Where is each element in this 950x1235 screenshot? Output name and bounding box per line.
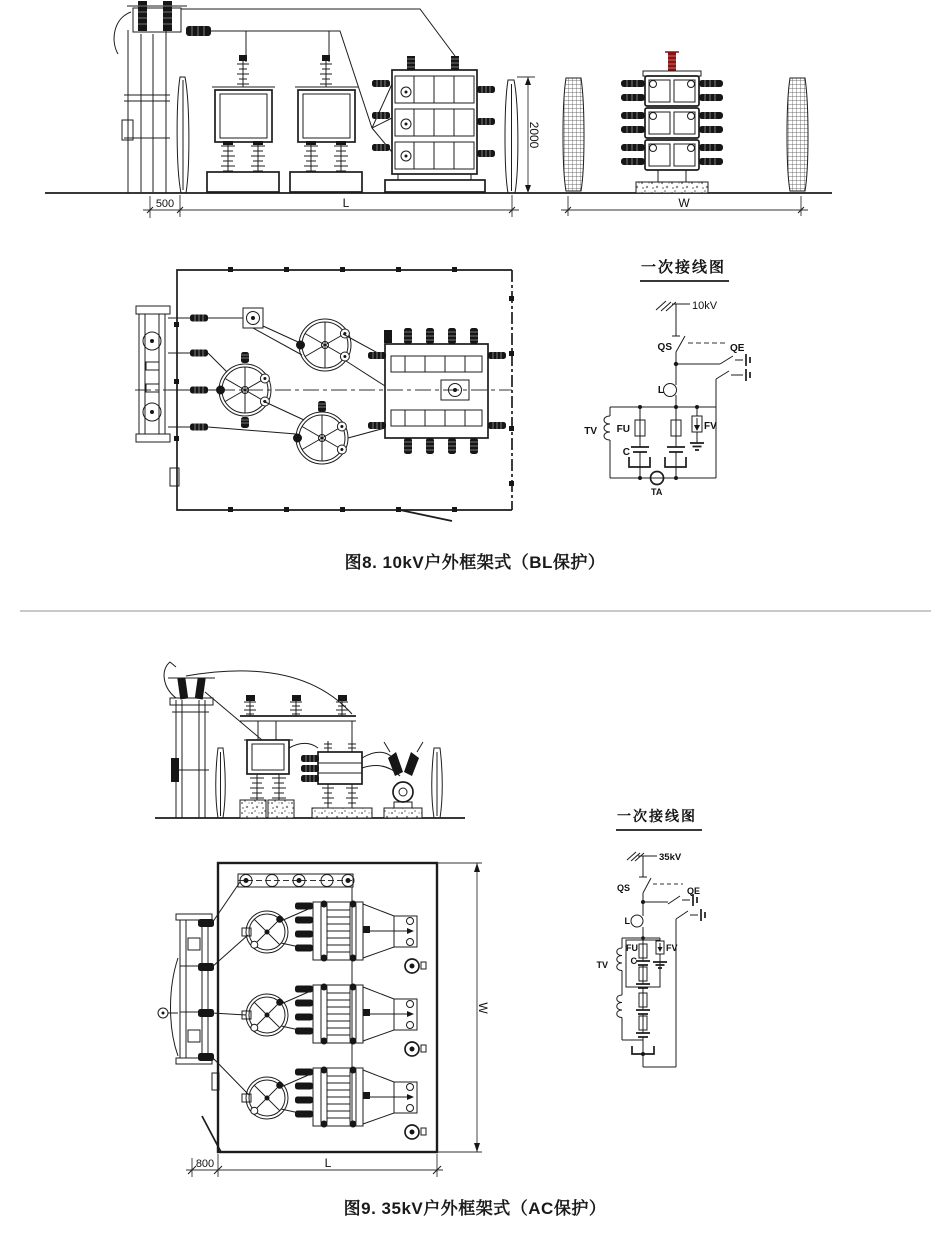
dim-500-label: 500: [155, 198, 175, 210]
fig8-plan-drawing: [135, 267, 514, 521]
source-hatch-icon: [656, 301, 690, 311]
qs-label: QS: [657, 342, 672, 353]
mesh-fence-left: [563, 78, 584, 191]
reactor-wheel-3: [293, 412, 348, 464]
qe-label: QE: [730, 343, 745, 354]
fuse-icon: [639, 944, 647, 958]
top-bus-plan: [238, 874, 354, 887]
voltage-label: 35kV: [659, 852, 682, 863]
transformer-unit: [240, 721, 294, 818]
fv-label: FV: [666, 943, 678, 953]
dim-2000-label: 2000: [527, 121, 541, 149]
section-divider: [20, 610, 931, 612]
transformer-2: [290, 55, 362, 192]
fv-label: FV: [704, 421, 717, 432]
reactor-label: L: [657, 385, 664, 396]
schematic-title: 一次接线图: [641, 259, 727, 276]
tv-label: TV: [584, 426, 597, 437]
dim-L-label: L: [324, 1156, 332, 1170]
dimension-2000: [517, 77, 541, 193]
foundation-block: [636, 182, 708, 193]
dim-800-label: 800: [195, 1158, 215, 1170]
qs-label: QS: [616, 883, 630, 893]
dimension-800-L: [186, 1154, 443, 1177]
dimension-W: [561, 196, 808, 216]
dim-W-label: W: [678, 196, 690, 210]
fu-label: FU: [616, 424, 630, 435]
fu-label: FU: [626, 943, 638, 953]
qe-label: QE: [687, 886, 701, 896]
dim-W-label: W: [476, 1002, 490, 1014]
voltage-label: 10kV: [692, 300, 718, 312]
fig9-elevation-drawing: [155, 662, 465, 818]
figure9-caption: 图9. 35kV户外框架式（AC保护）: [343, 1199, 607, 1218]
reactor-label: L: [624, 916, 630, 926]
c-label: C: [622, 447, 630, 458]
thin-fence-right: [505, 80, 518, 193]
reactor-plan-3: [242, 1077, 288, 1119]
reactor-wheel-1: [296, 319, 351, 371]
c-label: C: [630, 956, 637, 966]
figure8-caption: 图8. 10kV户外框架式（BL保护）: [344, 553, 606, 572]
dim-L-label: L: [342, 196, 350, 210]
thin-fence-right: [432, 748, 443, 818]
leader-line: [400, 510, 452, 521]
thin-fence-left: [177, 77, 189, 193]
fig8-schematic: [584, 258, 750, 497]
dimension-W: [437, 863, 490, 1152]
fig8-elevation-drawing: [45, 1, 832, 218]
side-bay: [561, 52, 808, 216]
capacitor-bank-plan-1: [295, 901, 426, 974]
disconnector-plan: [136, 306, 296, 442]
wall-bushing: [186, 26, 211, 36]
discharge-coil-unit: [384, 742, 423, 818]
reactor-plan-1: [242, 911, 288, 953]
capacitor-bank-plan-3: [295, 1067, 426, 1140]
dimension-500-L: [143, 195, 519, 218]
disconnector-plan: [158, 914, 214, 1064]
fig9-plan-drawing: [158, 863, 490, 1177]
mesh-fence-right: [787, 78, 808, 191]
plan-jumpers: [253, 326, 385, 438]
tv-label: TV: [596, 960, 608, 970]
thin-fence: [216, 748, 226, 818]
capacitor-bank-plan: [368, 328, 506, 454]
transformer-1: [207, 55, 279, 192]
capacitor-unit: [289, 721, 400, 818]
elevated-bus: [240, 695, 356, 721]
source-hatch-icon: [627, 852, 657, 861]
reactor-plan-2: [242, 994, 288, 1036]
ta-label: TA: [651, 487, 663, 497]
tv-coil-icon: [617, 948, 622, 1018]
fence-posts: [174, 267, 514, 512]
capacitor-bank-plan-2: [295, 984, 426, 1057]
fuse-icon: [635, 420, 645, 436]
tv-coil-icon: [604, 416, 610, 440]
capacitor-rack: [372, 56, 495, 192]
fig9-schematic: [596, 808, 705, 1067]
schematic-title: 一次接线图: [617, 808, 697, 824]
capacitor-stack: [621, 52, 723, 193]
